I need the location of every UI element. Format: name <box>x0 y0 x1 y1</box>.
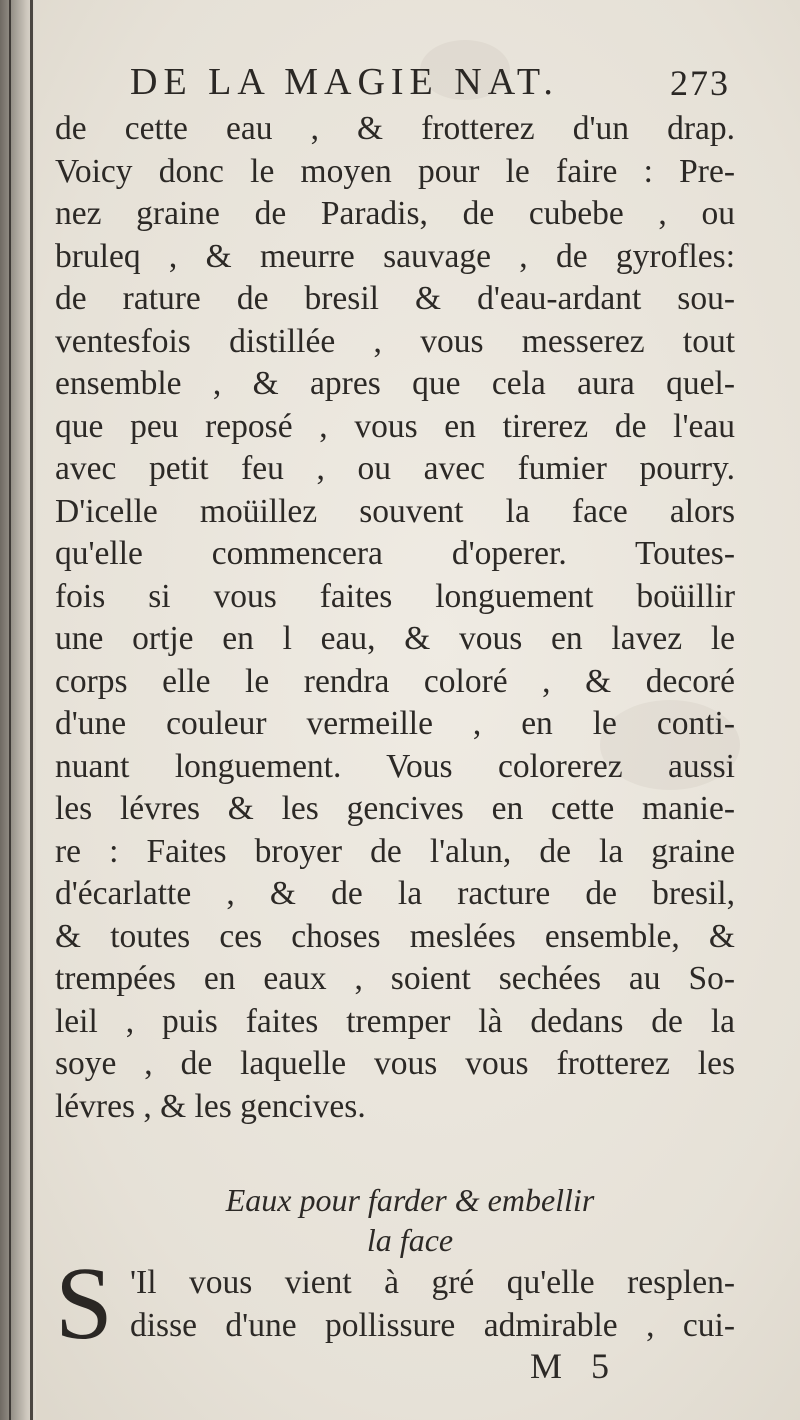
text-line: lévres , & les gencives. <box>55 1087 366 1125</box>
text-line: que peu reposé , vous en tirerez de l'eau <box>55 407 735 445</box>
text-line: disse d'une pollissure admirable , cui- <box>130 1306 735 1344</box>
binding-edge <box>30 0 33 1420</box>
text-line: re : Faites broyer de l'alun, de la graine <box>55 832 735 870</box>
text-line: leil , puis faites tremper là dedans de la <box>55 1002 735 1040</box>
section-heading <box>130 1180 690 1260</box>
text-line: fois si vous faites longuement boüillir <box>55 577 735 615</box>
text-line: une ortje en l eau, & vous en lavez le <box>55 620 735 657</box>
text-line: d'écarlatte , & de la racture de bresil, <box>55 875 735 912</box>
text-line: avec petit feu , ou avec fumier pourry. <box>55 450 735 487</box>
page-number: 273 <box>670 63 730 103</box>
binding-edge-outer <box>9 0 11 1420</box>
text-line: & toutes ces choses meslées ensemble, & <box>55 917 735 955</box>
text-line: bruleq , & meurre sauvage , de gyrofles: <box>55 237 735 275</box>
text-line: trempées en eaux , soient sechées au So- <box>55 960 735 997</box>
text-line: d'une couleur vermeille , en le conti- <box>55 705 735 742</box>
drop-cap: S <box>55 1246 113 1361</box>
text-line: 'Il vous vient à gré qu'elle resplen- <box>130 1264 735 1301</box>
text-line: ensemble , & apres que cela aura quel- <box>55 365 735 402</box>
running-header <box>130 60 730 110</box>
text-line: D'icelle moüillez souvent la face alors <box>55 492 735 530</box>
body-paragraph <box>55 108 735 1128</box>
text-line: Voicy donc le moyen pour le faire : Pre- <box>55 152 735 190</box>
text-line: corps elle le rendra coloré , & decoré <box>55 662 735 700</box>
section-heading-line: la face <box>366 1222 454 1258</box>
text-line: les lévres & les gencives en cette manie- <box>55 790 735 827</box>
signature-mark: M 5 <box>530 1346 620 1386</box>
text-line: de cette eau , & frotterez d'un drap. <box>55 110 735 147</box>
text-line: nez graine de Paradis, de cubebe , ou <box>55 195 735 232</box>
text-line: ventesfois distillée , vous messerez tout <box>55 322 735 360</box>
text-line: soye , de laquelle vous vous frotterez les <box>55 1045 735 1082</box>
text-line: nuant longuement. Vous colorerez aussi <box>55 747 735 785</box>
section-heading-line: Eaux pour farder & embellir <box>225 1182 595 1218</box>
text-line: de rature de bresil & d'eau-ardant sou- <box>55 280 735 317</box>
running-title: DE LA MAGIE NAT. <box>130 61 559 103</box>
text-line: qu'elle commencera d'operer. Toutes- <box>55 535 735 572</box>
closing-paragraph <box>130 1262 735 1347</box>
